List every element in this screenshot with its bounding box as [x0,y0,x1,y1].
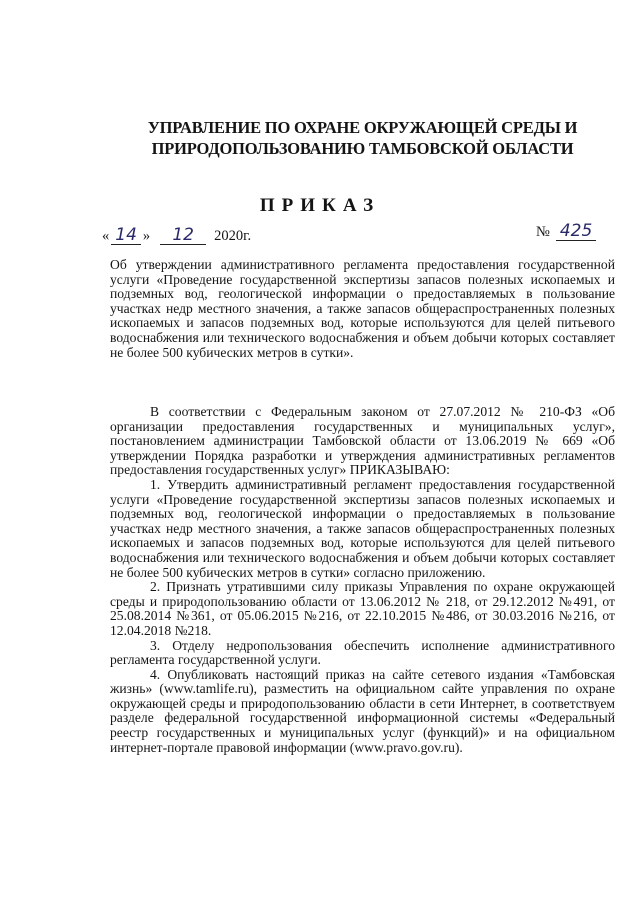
item-2-paragraph: 2. Признать утратившими силу приказы Управления по охране окружающей среды и природопользованию области от 13.06.2012 № 218, от 29.12.2012 №491, от 25.08.2014 №361, от 05.06.2015 №216, от 22.10.2015 №486, от 30.03.2016 №216, от 12.04.2018 №218. [110,579,615,638]
date-close-quote: » [142,228,151,244]
order-body [110,405,615,755]
number-value: 425 [556,222,596,241]
preamble-paragraph: В соответствии с Федеральным законом от 27.07.2012 № 210-ФЗ «Об организации предоставления государственных и муниципальных услуг», постановлением администрации Тамбовской области от 13.06.2019 № 669 «Об утверждении Порядка разработки и утверждения административных регламентов предоставления государственных услуг» ПРИКАЗЫВАЮ: [110,404,615,478]
subject-text: Об утверждении административного регламента предоставления государственной услуги «Проведение государственной экспертизы запасов полезных ископаемых и подземных вод, геологической информации о предоставляемых в пользование участках недр местного значения, а также запасов общераспространенных полезных ископаемых и запасов подземных вод, которые используются для целей питьевого водоснабжения или технического водоснабжения и объем добычи которых составляет не более 500 кубических метров в сутки». [110,257,615,360]
item-1-paragraph: 1. Утвердить административный регламент предоставления государственной услуги «Проведение государственной экспертизы запасов полезных ископаемых и подземных вод, геологической информации о предоставляемых в пользование участках недр местного значения, а также запасов общераспространенных полезных ископаемых и запасов подземных вод, которые используются для целей питьевого водоснабжения или технического водоснабжения и объем добычи которых составляет не более 500 кубических метров в сутки» согласно приложению. [110,476,615,580]
organization-header [110,117,615,159]
date-year: 2020г. [214,228,252,244]
document-title: ПРИКАЗ [259,195,381,216]
date-open-quote: « [102,228,110,244]
item-3-paragraph: 3. Отделу недропользования обеспечить исполнение административного регламента государственной услуги. [110,637,615,668]
organization-line-1: УПРАВЛЕНИЕ ПО ОХРАНЕ ОКРУЖАЮЩЕЙ СРЕДЫ И [147,118,578,137]
item-4-paragraph: 4. Опубликовать настоящий приказ на сайте сетевого издания «Тамбовская жизнь» (www.tamlife.ru), разместить на официальном сайте управления по охране окружающей среды и природопользованию области в сети Интернет, в соответствуем разделе федеральной государственной информационной системы «Федеральный реестр государственных и муниципальных услуг (функций)» и на официальном интернет-портале правовой информации (www.pravo.gov.ru). [110,666,615,755]
organization-line-2: ПРИРОДОПОЛЬЗОВАНИЮ ТАМБОВСКОЙ ОБЛАСТИ [151,139,574,158]
date-day: 14 [111,226,141,245]
order-subject [110,258,615,360]
order-number [536,222,596,241]
date-month: 12 [160,226,206,245]
order-date [102,226,251,245]
number-sign: № [536,224,550,240]
